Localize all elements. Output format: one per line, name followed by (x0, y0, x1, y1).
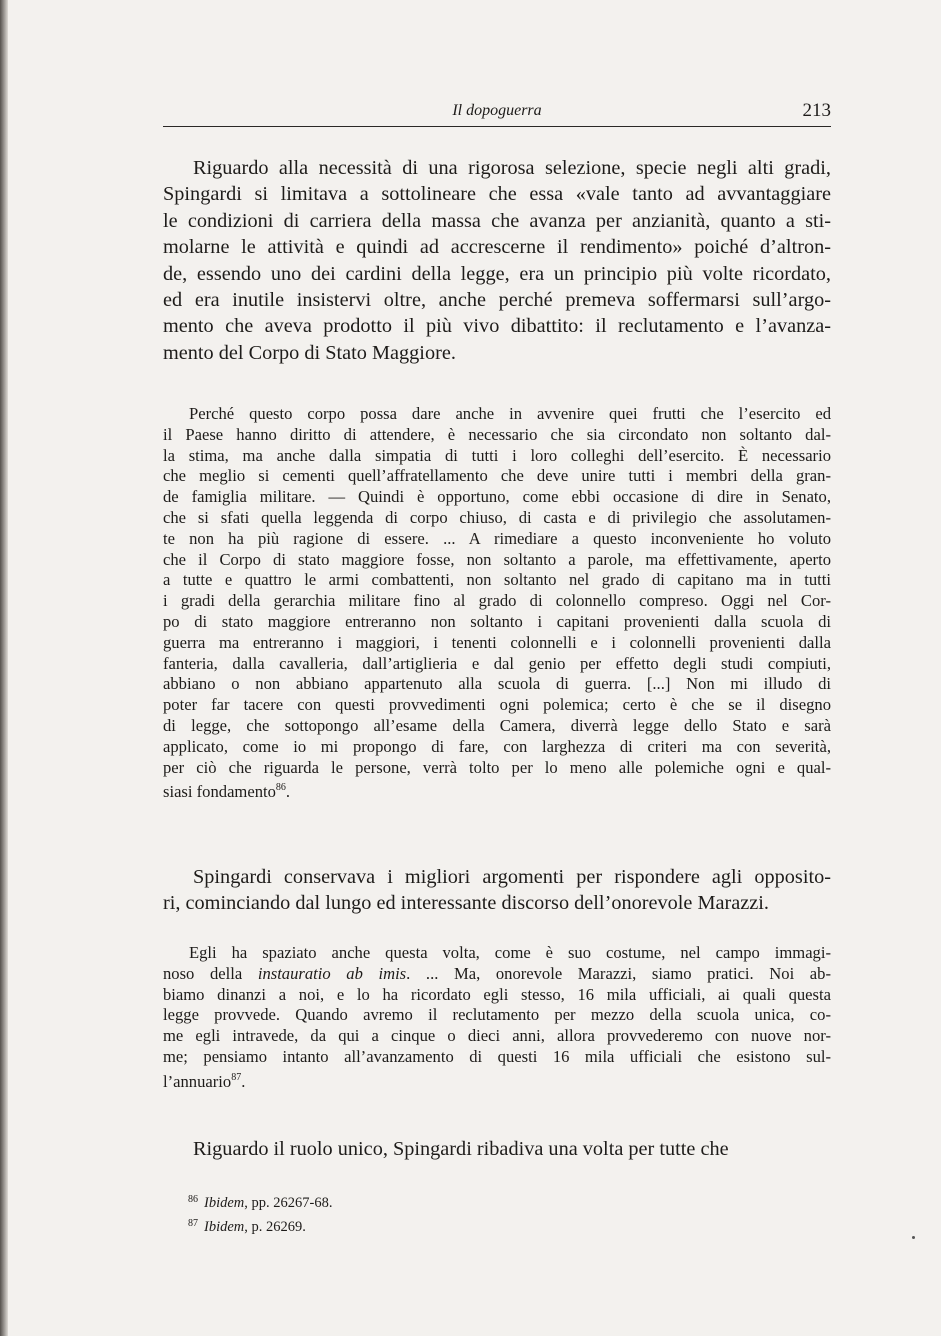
block-quote-2 (163, 943, 831, 1089)
paragraph-line: Riguardo alla necessità di una rigorosa selezione, specie negli alti gradi, (193, 157, 831, 179)
footnote-number: 86 (188, 1194, 198, 1205)
footnote-87 (188, 1214, 588, 1238)
quote-last-line (163, 1068, 831, 1089)
quote-line: per ciò che riguarda le persone, verrà tolto per lo meno alle polemiche ogni e qual- (163, 757, 831, 777)
footnote-source: Ibidem (204, 1195, 245, 1211)
footnote-pages: , p. 26269. (244, 1218, 306, 1235)
footnotes (188, 1190, 588, 1237)
page-binding-shadow (0, 0, 8, 1336)
paragraph-line: Spingardi conservava i migliori argomenti per rispondere agli opposito- (193, 866, 831, 888)
quote-line: legge provvede. Quando avremo il reclutamento per mezzo della scuola unica, co- (163, 1005, 831, 1025)
quote-text-segment: noso della (163, 963, 258, 983)
paragraph-line: de, essendo uno dei cardini della legge, era un principio più volte ricordato, (163, 262, 831, 285)
page-number: 213 (802, 100, 831, 121)
quote-line: po di stato maggiore entreranno non soltanto i capitani provenienti dalla scuola di (163, 611, 831, 631)
quote-text-segment: . ... Ma, onorevole Marazzi, siamo pratici. Noi ab- (406, 963, 831, 983)
quote-line: che si sfati quella leggenda di corpo chiuso, di casta e di privilegio che assolutamen- (163, 507, 831, 527)
quote-line: guerra ma entreranno i maggiori, i tenenti colonnelli e i colonnelli provenienti dalla (163, 632, 831, 652)
quote-line: Perché questo corpo possa dare anche in avvenire quei frutti che l’esercito ed (189, 404, 831, 423)
scan-speck (912, 1236, 915, 1239)
quote-line (163, 964, 831, 985)
running-header (163, 100, 831, 128)
quote-line: de famiglia militare. — Quindi è opportuno, come ebbi occasione di dire in Senato, (163, 487, 831, 507)
footnote-86 (188, 1190, 588, 1214)
block-quote-1 (163, 404, 831, 802)
quote-line: a tutte e quattro le armi combattenti, non soltanto nel grado di capitano ma in tutti (163, 570, 831, 590)
quote-line-text: l’annuario (163, 1071, 232, 1091)
running-title: Il dopoguerra (452, 102, 542, 119)
italic-latin-phrase: instauratio ab imis (257, 963, 407, 983)
quote-line: di legge, che sottopongo all’esame della Camera, diverrà legge dello Stato e sarà (163, 715, 831, 735)
paragraph-line: mento del Corpo di Stato Maggiore. (163, 341, 456, 364)
quote-line: te non ha più ragione di essere. ... A rimediare a questo inconveniente ho voluto (163, 528, 831, 548)
paragraph-line: ri, cominciando dal lungo ed interessante discorso dell’onorevole Marazzi. (163, 892, 769, 915)
quote-line: che meglio si cementi quell’affratellamento che deve unire tutti i membri della gran- (163, 466, 831, 486)
quote-line-punct: . (241, 1071, 246, 1091)
quote-line: poter far tacere con questi provvedimenti ogni polemica; certo è che se il disegno (163, 695, 831, 715)
quote-line: applicato, come io mi propongo di fare, con larghezza di criteri ma con severità, (163, 736, 831, 756)
quote-line: i gradi della gerarchia militare fino al grado di colonnello compreso. Oggi nel Cor- (163, 591, 831, 611)
footnote-ref-86: 86 (275, 782, 286, 794)
quote-line-text: siasi fondamento (163, 782, 276, 802)
paragraph-line: Spingardi si limitava a sottolineare che essa «vale tanto ad avvantaggiare (163, 183, 831, 206)
footnote-pages: , pp. 26267-68. (244, 1195, 333, 1211)
quote-line: che il Corpo di stato maggiore fosse, non soltanto a parole, ma effettivamente, aperto (163, 549, 831, 569)
quote-last-line (163, 778, 831, 802)
quote-line: abbiano o non abbiano appartenuto alla scuola di guerra. [...] Non mi illudo di (163, 674, 831, 694)
paragraph-line: le condizioni di carriera della massa che avanza per anzianità, quanto a sti- (163, 209, 831, 232)
paragraph-line: ed era inutile insistervi oltre, anche perché premeva soffermarsi sull’argo- (163, 288, 831, 311)
footnote-number: 87 (188, 1217, 198, 1229)
quote-line: me; pensiamo intanto all’avanzamento di questi 16 mila ufficiali che esistono sul- (163, 1046, 831, 1066)
quote-line: biamo dinanzi a noi, e lo ha ricordato egli stesso, 16 mila ufficiali, ai quali questa (163, 984, 831, 1004)
quote-line-punct: . (285, 782, 291, 802)
quote-line: Egli ha spaziato anche questa volta, come è suo costume, nel campo immagi- (189, 943, 831, 962)
quote-line: fanteria, dalla cavalleria, dall’artiglieria e dal genio per effetto degli studi compiuti, (163, 653, 831, 673)
paragraph-2 (163, 864, 831, 917)
footnote-ref-87: 87 (231, 1071, 242, 1083)
paragraph-3 (163, 1136, 831, 1162)
paragraph-line: Riguardo il ruolo unico, Spingardi ribadiva una volta per tutte che (193, 1138, 729, 1160)
paragraph-line: mento che aveva prodotto il più vivo dibattito: il reclutamento e l’avanza- (163, 315, 831, 338)
quote-line: me egli intravede, da qui a cinque o dieci anni, allora provvederemo con nuove nor- (163, 1026, 831, 1046)
quote-line: la stima, ma anche dalla simpatia di tutti i loro colleghi dell’esercito. È necessario (163, 445, 831, 465)
footnote-source: Ibidem (204, 1218, 245, 1235)
quote-line: il Paese hanno diritto di attendere, è necessario che sia circondato non soltanto dal- (163, 424, 831, 444)
paragraph-1 (163, 155, 831, 366)
header-rule (163, 126, 831, 127)
paragraph-line: molarne le attività e quindi ad accrescerne il rendimento» poiché d’altron- (163, 236, 831, 259)
